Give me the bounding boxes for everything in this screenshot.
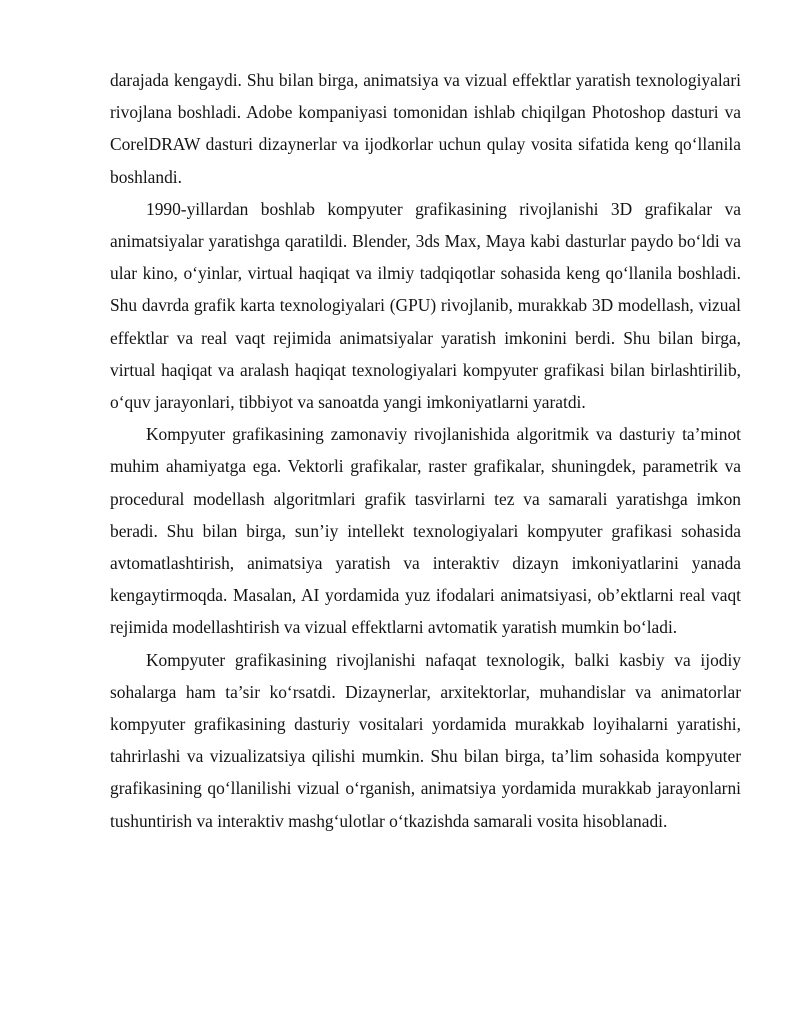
paragraph-3: Kompyuter grafikasining zamonaviy rivojlanishida algoritmik va dasturiy ta’minot muhim ahamiyatga ega. Vektorli grafikalar, raster grafikalar, shuningdek, parametrik va procedural modellash algoritmlari grafik tasvirlarni tez va samarali yaratishga imkon beradi. Shu bilan birga, sun’iy intellekt texnologiyalari kompyuter grafikasi sohasida avtomatlashtirish, animatsiya yaratish va interaktiv dizayn imkoniyatlarini yanada kengaytirmoqda. Masalan, AI yordamida yuz ifodalari animatsiyasi, ob’ektlarni real vaqt rejimida modellashtirish va vizual effektlarni avtomatik yaratish mumkin bo‘ladi. [110, 424, 741, 638]
paragraph-2: 1990-yillardan boshlab kompyuter grafikasining rivojlanishi 3D grafikalar va animatsiyalar yaratishga qaratildi. Blender, 3ds Max, Maya kabi dasturlar paydo bo‘ldi va ular kino, o‘yinlar, virtual haqiqat va ilmiy tadqiqotlar sohasida keng qo‘llanila boshladi. Shu davrda grafik karta texnologiyalari (GPU) rivojlanib, murakkab 3D modellash, vizual effektlar va real vaqt rejimida animatsiyalar yaratish imkonini berdi. Shu bilan birga, virtual haqiqat va aralash haqiqat texnologiyalari kompyuter grafikasi bilan birlashtirilib, o‘quv jarayonlari, tibbiyot va sanoatda yangi imkoniyatlarni yaratdi. [110, 198, 741, 413]
paragraph-1: darajada kengaydi. Shu bilan birga, animatsiya va vizual effektlar yaratish texnologiyalari rivojlana boshladi. Adobe kompaniyasi tomonidan ishlab chiqilgan Photoshop dasturi va CorelDRAW dasturi dizaynerlar va ijodkorlar uchun qulay vosita sifatida keng qo‘llanila boshlandi. [110, 70, 741, 187]
paragraph-4: Kompyuter grafikasining rivojlanishi nafaqat texnologik, balki kasbiy va ijodiy sohalarga ham ta’sir ko‘rsatdi. Dizaynerlar, arxitektorlar, muhandislar va animatorlar kompyuter grafikasining dasturiy vositalari yordamida murakkab loyihalarni yaratishi, tahrirlashi va vizualizatsiya qilishi mumkin. Shu bilan birga, ta’lim sohasida kompyuter grafikasining qo‘llanilishi vizual o‘rganish, animatsiya yordamida murakkab jarayonlarni tushuntirish va interaktiv mashg‘ulotlar o‘tkazishda samarali vosita hisoblanadi. [110, 649, 741, 831]
document-page [110, 64, 741, 837]
